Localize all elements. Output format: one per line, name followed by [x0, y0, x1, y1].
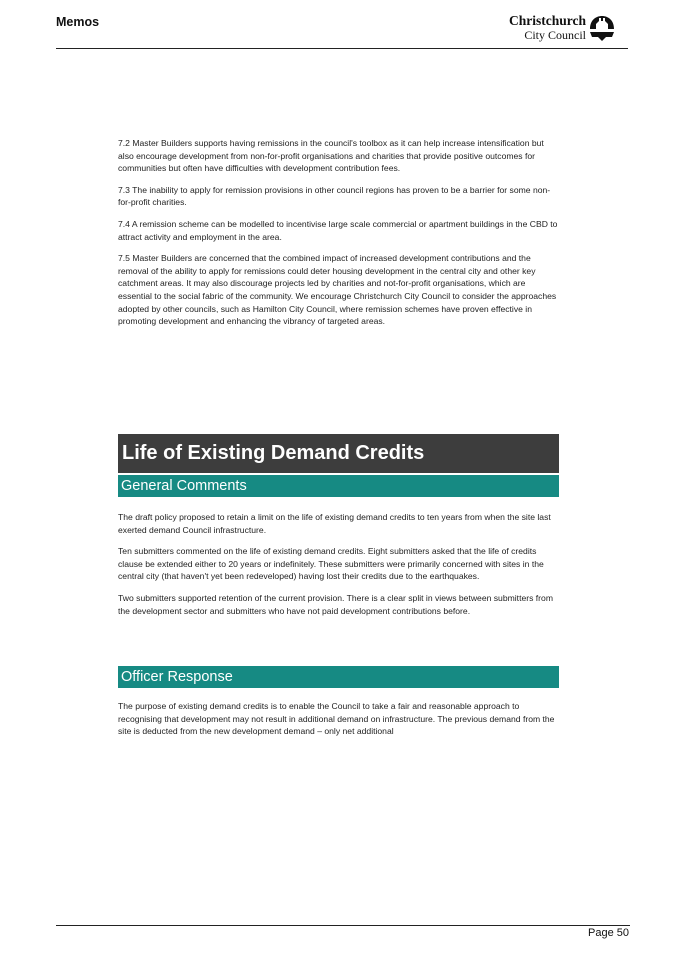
footer-rule	[56, 925, 630, 926]
logo-line-2: City Council	[524, 28, 586, 42]
general-comments-body	[118, 511, 560, 626]
remissions-body	[118, 137, 560, 337]
cathedral-emblem-icon	[588, 15, 616, 43]
logo-line-1: Christchurch	[508, 13, 586, 28]
subheading-officer-response: Officer Response	[118, 666, 559, 688]
general-paragraph: Ten submitters commented on the life of existing demand credits. Eight submitters asked that the life of credits clause be extended either to 20 years or indefinitely. These submitters were primarily concerned with sites in the central city (that haven't yet been redeveloped) having lost their credits due to the earthquakes.	[118, 546, 544, 582]
general-paragraph: Two submitters supported retention of the current provision. There is a clear split in views between submitters from the development sector and submitters who have not paid development contributions before.	[118, 592, 553, 616]
paragraph-7-2: 7.2 Master Builders supports having remissions in the council's toolbox as it can help increase intensification but also encourage development from non-for-profit organisations and charities that provide positive outcomes for communities but often have difficulties with development contribution fees.	[118, 138, 544, 174]
paragraph-7-4: 7.4 A remission scheme can be modelled to incentivise large scale commercial or apartment buildings in the CBD to attract activity and employment in the area.	[118, 218, 558, 242]
header-rule	[56, 48, 628, 49]
paragraph-7-5: 7.5 Master Builders are concerned that the combined impact of increased development contributions and the removal of the ability to apply for remissions could deter housing development in the central city and other key catchment areas. It may also discourage projects led by charities and not-for-profit organisations, which are essential to the social fabric of the community. We encourage Christchurch City Council to consider the approaches adopted by other councils, such as Hamilton City Council, where remission schemes have proven effective in promoting development and enhancing the vibrancy of targeted areas.	[118, 253, 557, 327]
page-number: Page 50	[588, 927, 629, 939]
memos-header-title: Memos	[56, 15, 100, 29]
officer-response-body	[118, 700, 560, 747]
subheading-general-comments: General Comments	[118, 475, 559, 497]
general-paragraph: The draft policy proposed to retain a limit on the life of existing demand credits to ten years from when the site last exerted demand Council infrastructure.	[118, 512, 551, 535]
christchurch-city-council-logo	[506, 11, 618, 45]
officer-paragraph: The purpose of existing demand credits is to enable the Council to take a fair and reasonable approach to recognising that development may not result in additional demand on infrastructure. The previous demand from the site is deducted from the new development demand – only net additional	[118, 701, 555, 737]
paragraph-7-3: 7.3 The inability to apply for remission provisions in other council regions has proven to be a barrier for some non-for-profit charities.	[118, 184, 551, 208]
section-heading-life-of-existing-demand-credits: Life of Existing Demand Credits	[118, 434, 559, 473]
